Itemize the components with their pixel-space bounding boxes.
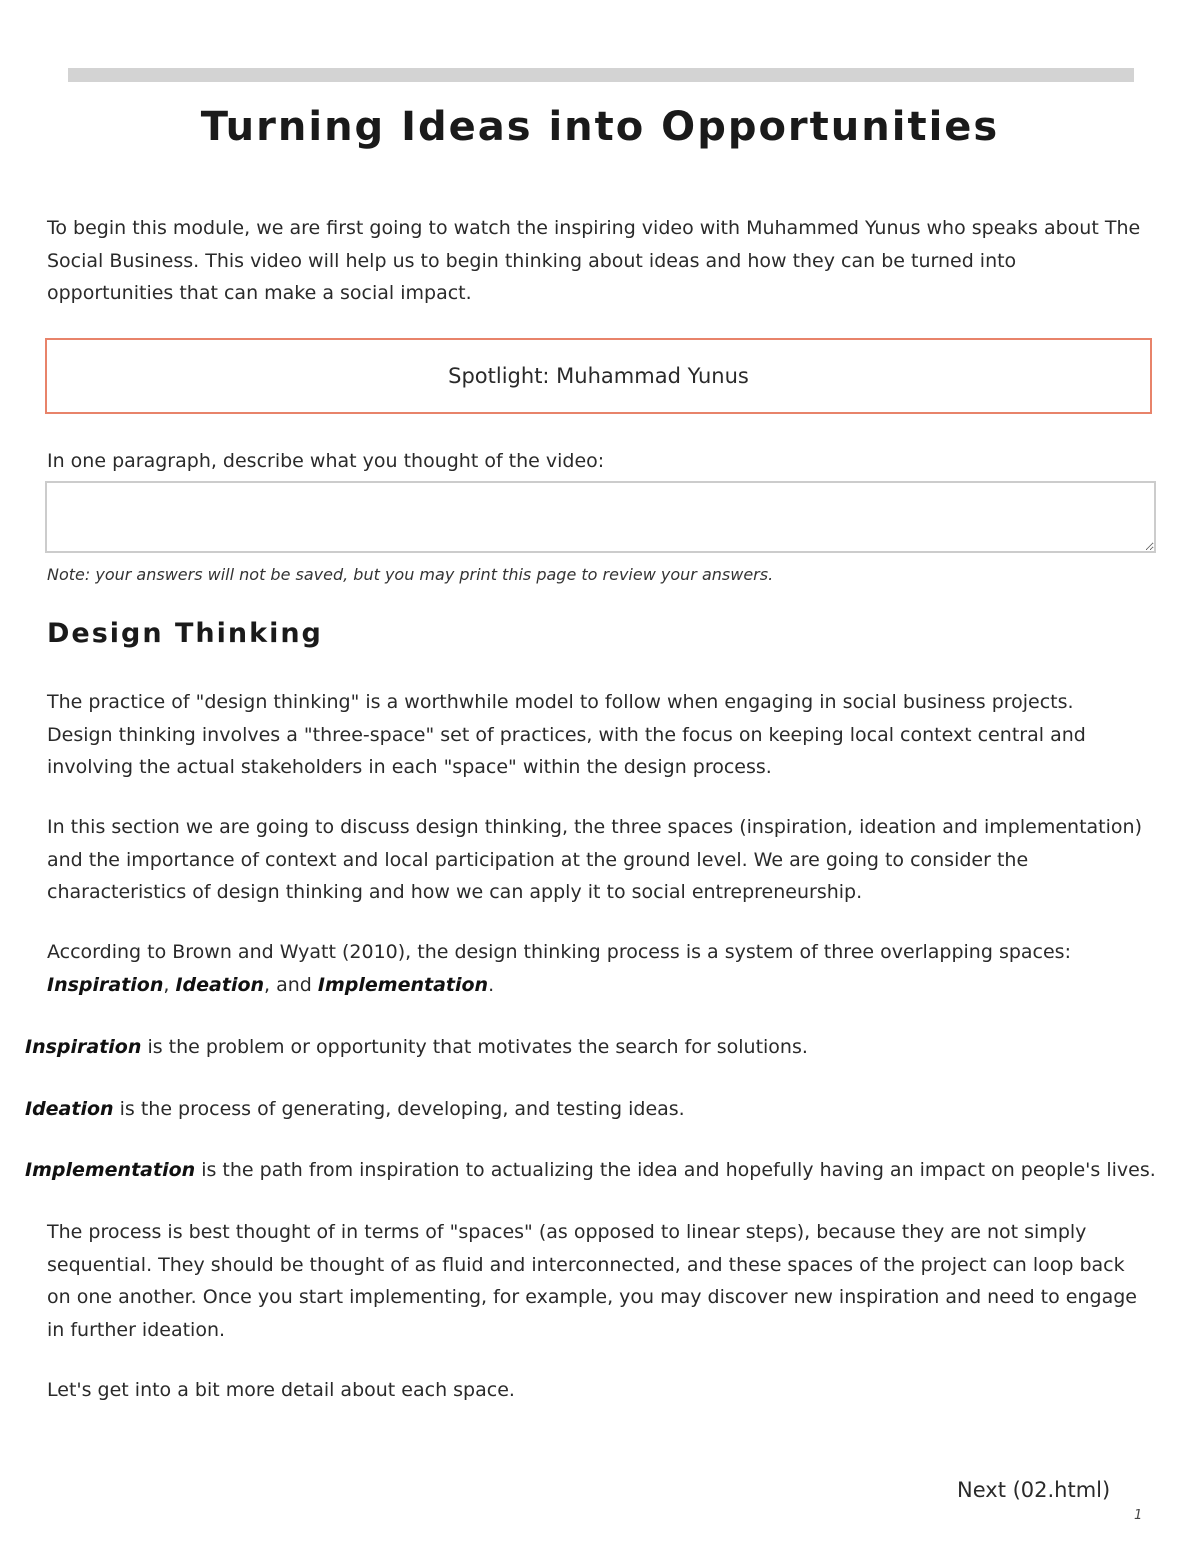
top-divider-bar (68, 68, 1134, 82)
save-note: Note: your answers will not be saved, but you may print this page to review your answers. (47, 565, 774, 584)
definition-inspiration (25, 1031, 1175, 1063)
term-ideation: Ideation (175, 973, 265, 996)
three-spaces-intro: According to Brown and Wyatt (2010), the design thinking process is a system of three overlapping spaces: (47, 941, 1071, 963)
definition-ideation (25, 1093, 1175, 1125)
page-number: 1 (1134, 1508, 1143, 1523)
answer-prompt-label: In one paragraph, describe what you thought of the video: (47, 450, 605, 472)
definition-text-implementation: is the path from inspiration to actualizing the idea and hopefully having an impact on people's lives. (201, 1159, 1156, 1181)
definition-implementation (25, 1154, 1175, 1186)
separator: , and (264, 973, 318, 996)
spotlight-video-button[interactable] (45, 338, 1152, 414)
design-thinking-paragraph-4: The process is best thought of in terms of "spaces" (as opposed to linear steps), because they are not simply sequential. They should be thought of as fluid and interconnected, and these spaces of the project can loop back on one another. Once you start implementing, for example, you may discover new inspiration and need to engage in further ideation. (47, 1221, 1137, 1341)
design-thinking-paragraph-2: In this section we are going to discuss design thinking, the three spaces (inspiration, ideation and implementation) and the importance of context and local participation at the ground level. We are going to consider the characteristics of design thinking and how we can apply it to social entrepreneurship. (47, 816, 1142, 903)
video-reflection-textarea[interactable] (45, 481, 1156, 553)
design-thinking-paragraph-1: The practice of "design thinking" is a worthwhile model to follow when engaging in social business projects. Design thinking involves a "three-space" set of practices, with the focus on keeping local context central and involving the actual stakeholders in each "space" within the design process. (47, 691, 1086, 778)
period: . (488, 973, 495, 996)
term-inspiration: Inspiration (47, 973, 164, 996)
definition-text-ideation: is the process of generating, developing, and testing ideas. (119, 1098, 685, 1120)
definition-term-implementation: Implementation (25, 1159, 196, 1181)
separator: , (163, 973, 176, 996)
design-thinking-paragraph-5: Let's get into a bit more detail about each space. (47, 1379, 515, 1401)
design-thinking-paragraph-3 (47, 936, 1142, 1001)
next-page-link[interactable]: Next (02.html) (957, 1478, 1111, 1502)
definition-text-inspiration: is the problem or opportunity that motivates the search for solutions. (147, 1036, 808, 1058)
spotlight-label: Spotlight: Muhammad Yunus (448, 364, 749, 388)
definition-term-ideation: Ideation (25, 1098, 114, 1120)
page-title: Turning Ideas into Opportunities (200, 104, 1000, 150)
definition-term-inspiration: Inspiration (25, 1036, 142, 1058)
intro-paragraph: To begin this module, we are first going to watch the inspiring video with Muhammed Yunus who speaks about The Social Business. This video will help us to begin thinking about ideas and how they can be turned into opportunities that can make a social impact. (47, 217, 1141, 304)
section-heading-design-thinking: Design Thinking (47, 618, 323, 649)
term-implementation: Implementation (317, 973, 489, 996)
